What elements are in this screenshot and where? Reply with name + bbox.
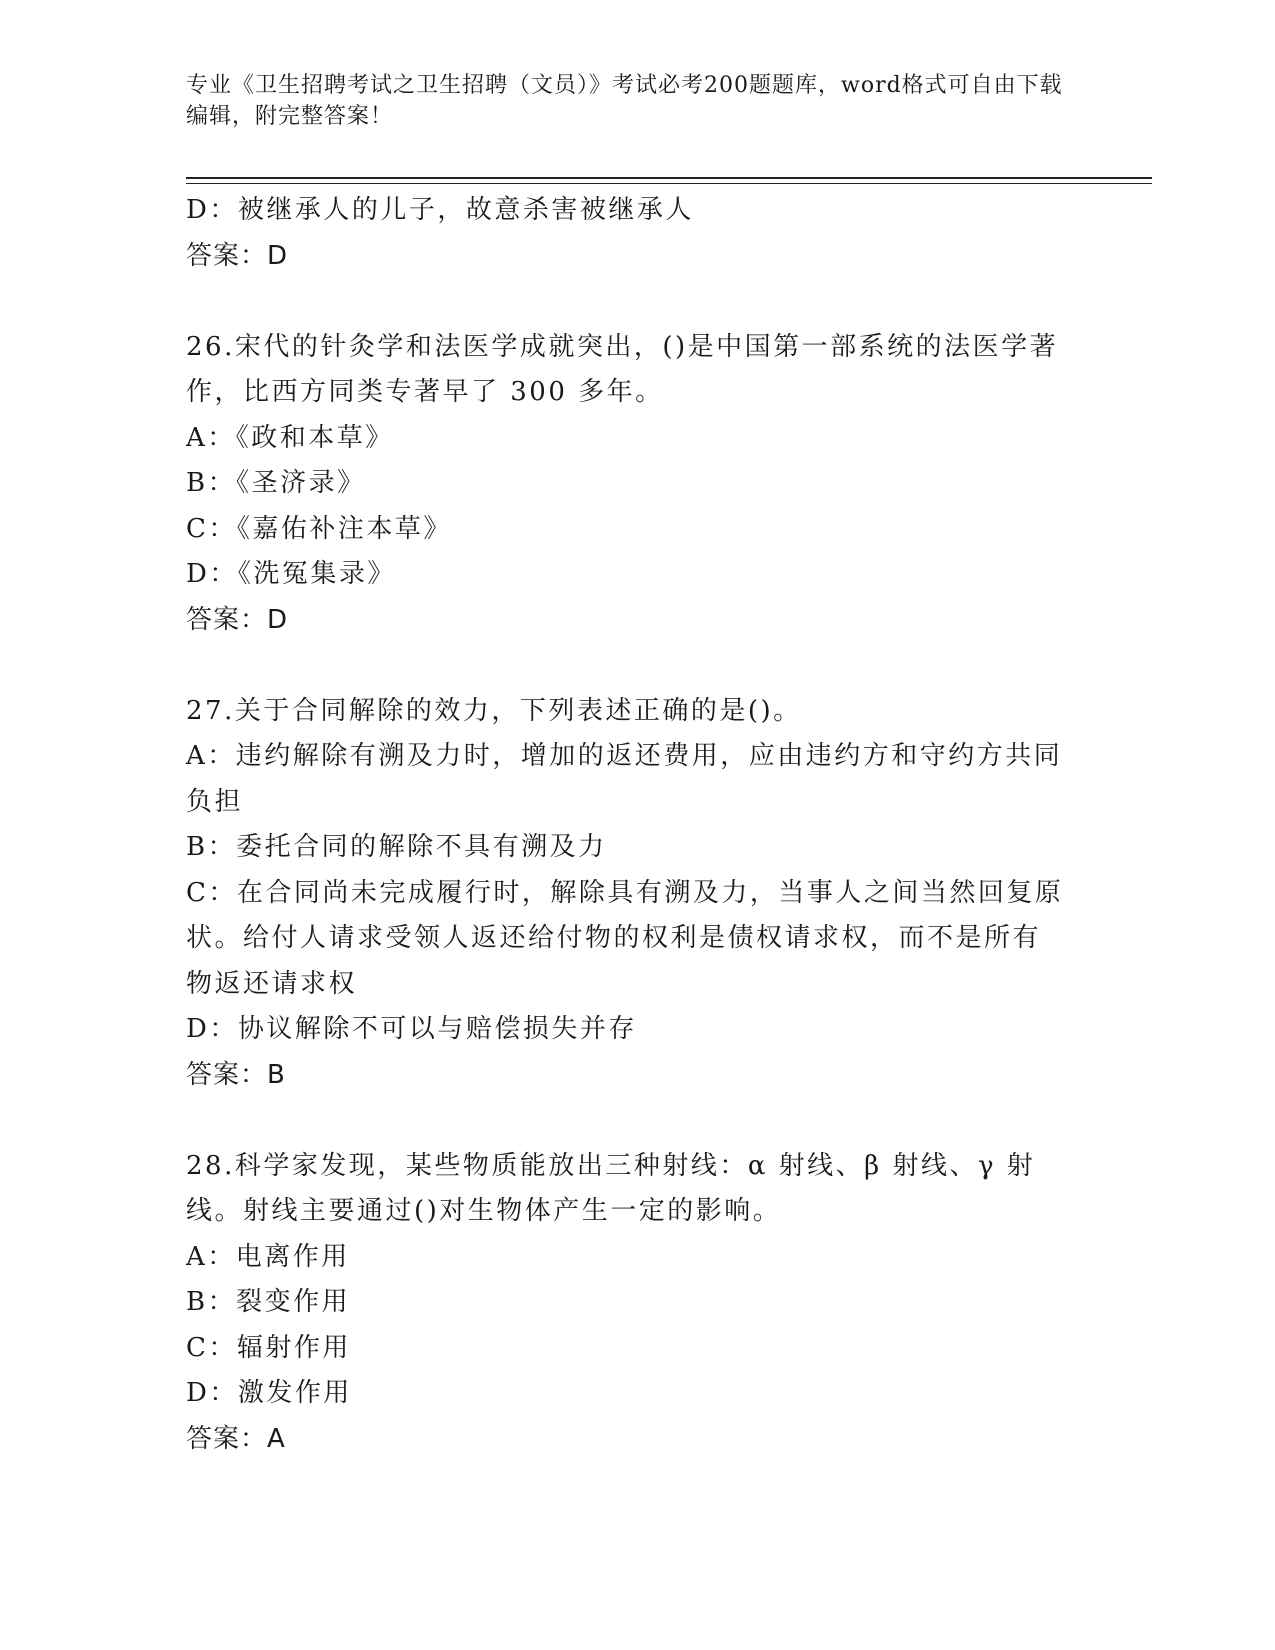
question-stem: 27.关于合同解除的效力，下列表述正确的是()。	[186, 695, 802, 726]
question-stem-continued: 线。射线主要通过()对生物体产生一定的影响。	[186, 1196, 782, 1226]
question-stem: 28.科学家发现，某些物质能放出三种射线：α 射线、β 射线、γ 射	[186, 1150, 1036, 1181]
answer-line: 答案：D	[186, 604, 289, 635]
question-27	[186, 689, 1086, 1099]
answer-line: 答案：D	[186, 240, 289, 271]
option-a-continued: 负担	[186, 786, 244, 817]
option-c-continued: 物返还请求权	[186, 968, 358, 999]
spacer	[186, 279, 1086, 325]
option-d: D：激发作用	[186, 1378, 352, 1408]
question-stem-continued: 作，比西方同类专著早了 300 多年。	[186, 377, 664, 407]
option-c-continued: 状。给付人请求受领人返还给付物的权利是债权请求权，而不是所有	[186, 923, 1042, 953]
option-b: B：《圣济录》	[186, 468, 366, 498]
option-a: A：电离作用	[186, 1241, 350, 1272]
option-b: B：委托合同的解除不具有溯及力	[186, 832, 607, 862]
option-d: D：被继承人的儿子，故意杀害被继承人	[186, 195, 694, 225]
option-a: A：违约解除有溯及力时，增加的返还费用，应由违约方和守约方共同	[186, 741, 1063, 771]
header-divider-thin	[186, 183, 1152, 184]
option-d: D：协议解除不可以与赔偿损失并存	[186, 1014, 637, 1044]
answer-line: 答案：B	[186, 1059, 286, 1090]
question-28	[186, 1144, 1086, 1463]
option-b: B：裂变作用	[186, 1287, 351, 1317]
question-list	[186, 188, 1086, 1462]
option-c: C：《嘉佑补注本草》	[186, 513, 452, 544]
spacer	[186, 643, 1086, 689]
option-a: A：《政和本草》	[186, 422, 394, 453]
question-stem: 26.宋代的针灸学和法医学成就突出，()是中国第一部系统的法医学著	[186, 331, 1059, 362]
question-25-tail	[186, 188, 1086, 279]
question-26	[186, 325, 1086, 644]
option-c: C：在合同尚未完成履行时，解除具有溯及力，当事人之间当然回复原	[186, 877, 1064, 908]
header-divider-thick	[186, 177, 1152, 179]
spacer	[186, 1098, 1086, 1144]
answer-line: 答案：A	[186, 1423, 286, 1454]
option-c: C：辐射作用	[186, 1332, 351, 1363]
document-header	[186, 70, 1066, 132]
option-d: D：《洗冤集录》	[186, 559, 396, 589]
header-text: 专业《卫生招聘考试之卫生招聘（文员）》考试必考200题题库，word格式可自由下载编辑，附完整答案！	[186, 73, 1063, 129]
